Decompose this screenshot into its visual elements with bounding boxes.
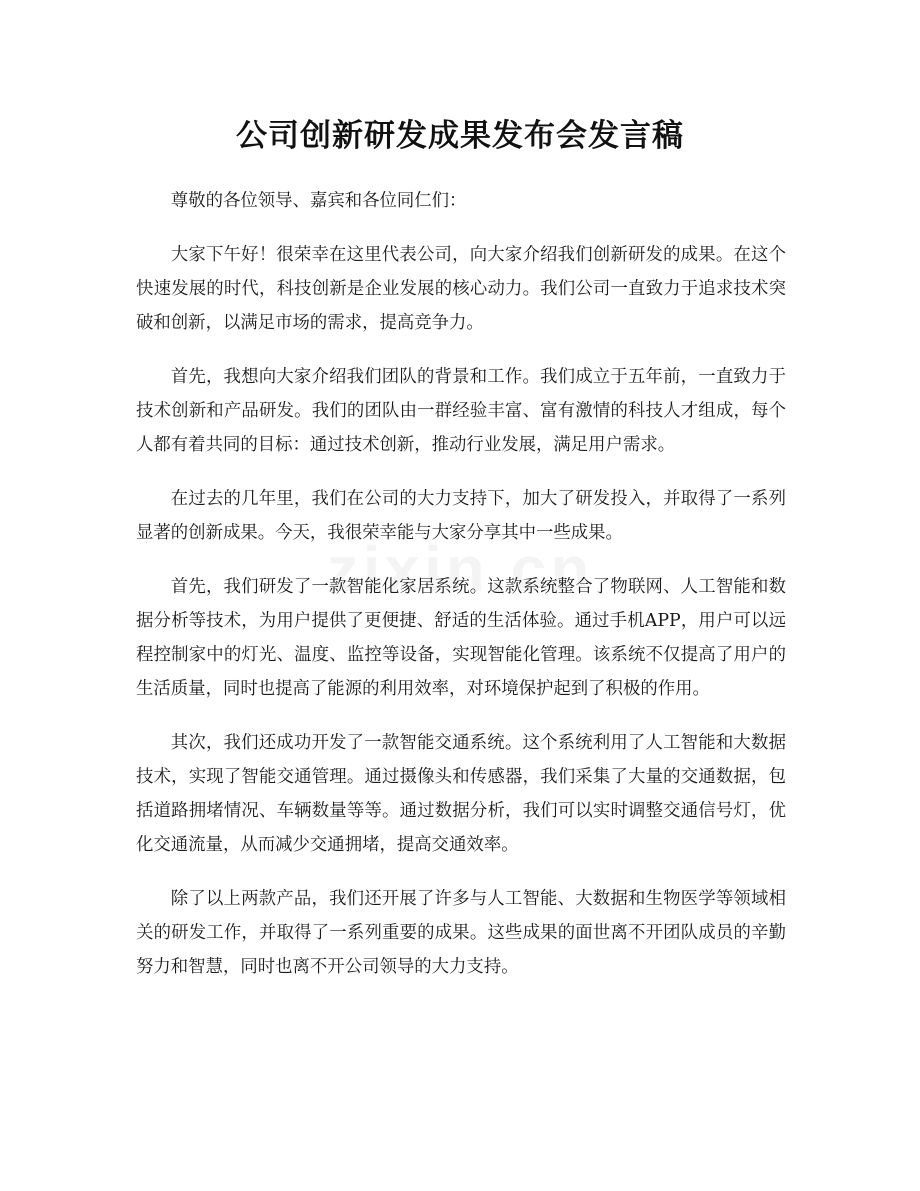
body-paragraph: 首先，我们研发了一款智能化家居系统。这款系统整合了物联网、人工智能和数据分析等技术，为用户提供了更便捷、舒适的生活体验。通过手机APP，用户可以远程控制家中的灯光、温度、监控等设备，实现智能化管理。该系统不仅提高了用户的生活质量，同时也提高了能源的利用效率，对环境保护起到了积极的作用。: [136, 577, 786, 699]
body-paragraph: 其次，我们还成功开发了一款智能交通系统。这个系统利用了人工智能和大数据技术，实现了智能交通管理。通过摄像头和传感器，我们采集了大量的交通数据，包括道路拥堵情况、车辆数量等等。通过数据分析，我们可以实时调整交通信号灯，优化交通流量，从而减少交通拥堵，提高交通效率。: [136, 733, 786, 855]
body-paragraph: 在过去的几年里，我们在公司的大力支持下，加大了研发投入，并取得了一系列显著的创新成果。今天，我很荣幸能与大家分享其中一些成果。: [136, 489, 786, 543]
document-body: [136, 184, 786, 1004]
body-paragraph: 大家下午好！很荣幸在这里代表公司，向大家介绍我们创新研发的成果。在这个快速发展的时代，科技创新是企业发展的核心动力。我们公司一直致力于追求技术突破和创新，以满足市场的需求，提高竞争力。: [136, 245, 786, 333]
body-paragraph: 除了以上两款产品，我们还开展了许多与人工智能、大数据和生物医学等领域相关的研发工作，并取得了一系列重要的成果。这些成果的面世离不开团队成员的辛勤努力和智慧，同时也离不开公司领导的大力支持。: [136, 889, 786, 977]
body-paragraph: 首先，我想向大家介绍我们团队的背景和工作。我们成立于五年前，一直致力于技术创新和产品研发。我们的团队由一群经验丰富、富有激情的科技人才组成，每个人都有着共同的目标：通过技术创新，推动行业发展，满足用户需求。: [136, 367, 786, 455]
document-title: 公司创新研发成果发布会发言稿: [236, 118, 684, 154]
salutation-paragraph: 尊敬的各位领导、嘉宾和各位同仁们：: [170, 191, 467, 211]
